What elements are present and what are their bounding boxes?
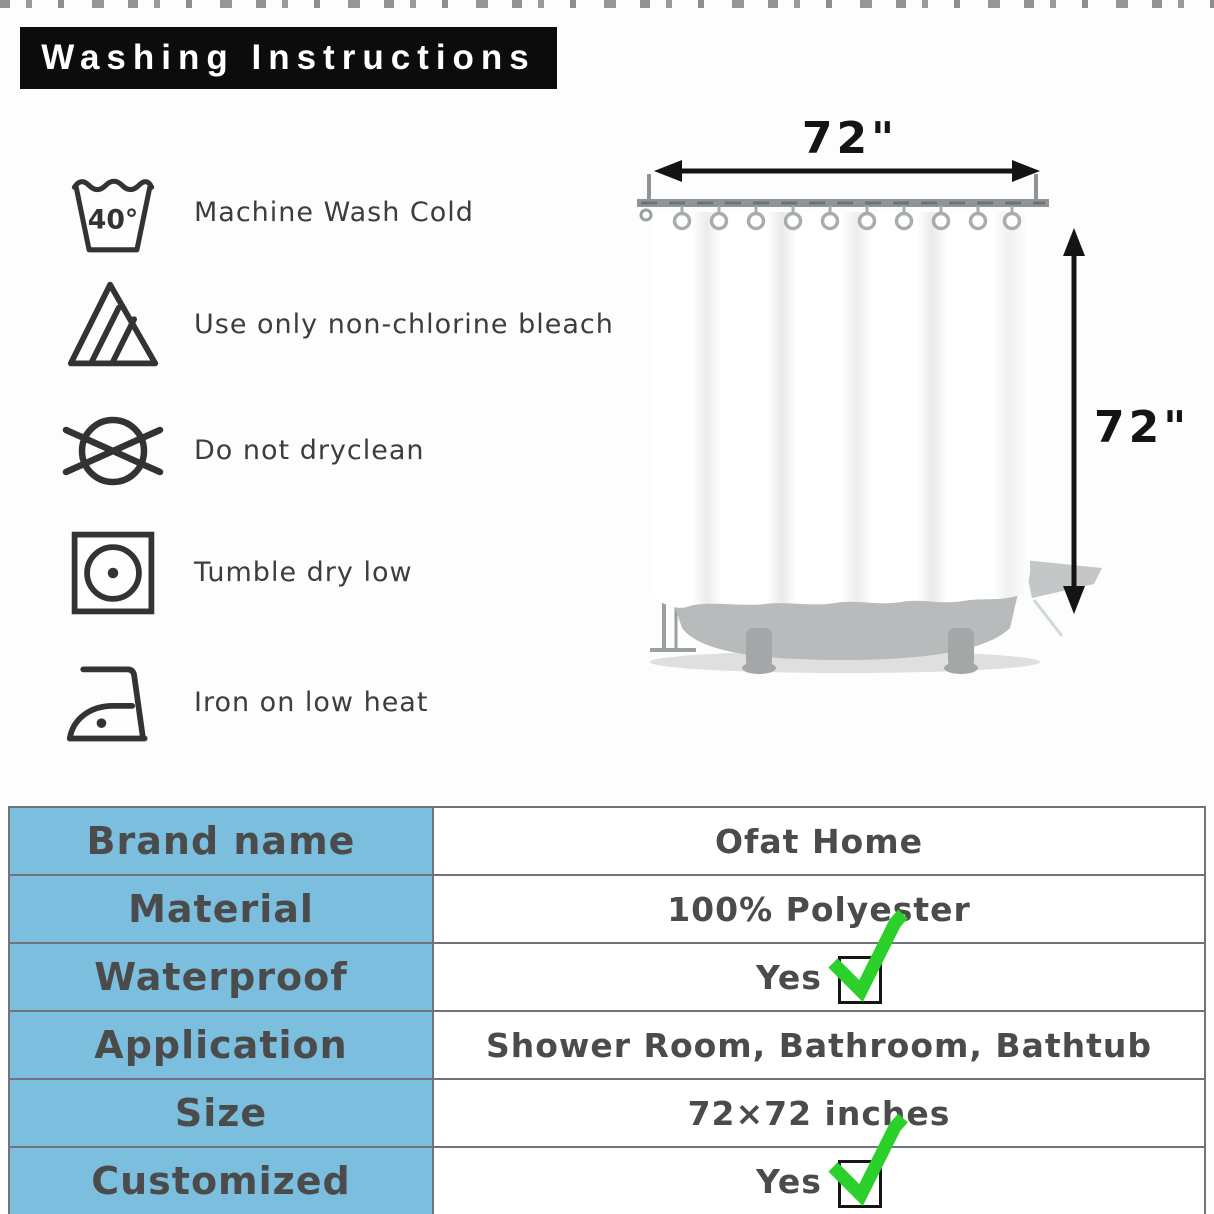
cropped-text-artifact (0, 0, 1214, 8)
spec-value-cell: 72×72 inches (433, 1079, 1205, 1147)
tumble-dry-low-icon (58, 525, 168, 621)
care-row-iron (58, 650, 428, 755)
spec-value-cell: 100% Polyester (433, 875, 1205, 943)
shower-curtain-panel (654, 212, 1030, 608)
height-dimension-arrow (1063, 228, 1085, 614)
yes-text: Yes (756, 957, 822, 997)
spec-value-cell (433, 1147, 1205, 1214)
spec-table (8, 806, 1206, 1214)
table-row (9, 1147, 1205, 1214)
curtain-dimension-diagram (600, 95, 1214, 705)
do-not-dryclean-icon (58, 406, 168, 496)
banner-title: Washing Instructions (41, 38, 536, 77)
table-row (9, 807, 1205, 875)
care-row-bleach (58, 272, 614, 377)
table-row (9, 943, 1205, 1011)
table-row (9, 875, 1205, 943)
spec-value-cell (433, 943, 1205, 1011)
table-row (9, 1011, 1205, 1079)
spec-label-cell: Material (9, 875, 433, 943)
spec-value-cell: Shower Room, Bathroom, Bathtub (433, 1011, 1205, 1079)
spec-label-cell: Size (9, 1079, 433, 1147)
spec-label-cell: Waterproof (9, 943, 433, 1011)
iron-low-heat-icon (58, 659, 168, 747)
care-label: Machine Wash Cold (194, 197, 474, 228)
care-label: Iron on low heat (194, 687, 429, 718)
care-label: Do not dryclean (194, 435, 425, 466)
spec-label-cell: Customized (9, 1147, 433, 1214)
care-row-dryclean (58, 398, 425, 503)
yes-text: Yes (756, 1161, 822, 1201)
non-chlorine-bleach-icon (58, 277, 168, 373)
spec-label-cell: Application (9, 1011, 433, 1079)
care-row-machine-wash (58, 160, 474, 265)
checked-checkbox (838, 1160, 882, 1208)
checked-checkbox (838, 956, 882, 1004)
spec-value-cell: Ofat Home (433, 807, 1205, 875)
machine-wash-40-icon (58, 167, 168, 259)
width-dimension-label: 72" (801, 113, 899, 164)
green-check-icon (827, 1115, 909, 1205)
table-row (9, 1079, 1205, 1147)
spec-label-cell: Brand name (9, 807, 433, 875)
height-dimension-label: 72" (1094, 402, 1191, 453)
green-check-icon (827, 911, 909, 1001)
care-row-tumble-dry (58, 520, 413, 625)
care-label: Tumble dry low (194, 557, 413, 588)
wash-temp-label: 40° (87, 204, 139, 236)
washing-instructions-banner (20, 27, 557, 89)
care-label: Use only non-chlorine bleach (194, 309, 614, 340)
